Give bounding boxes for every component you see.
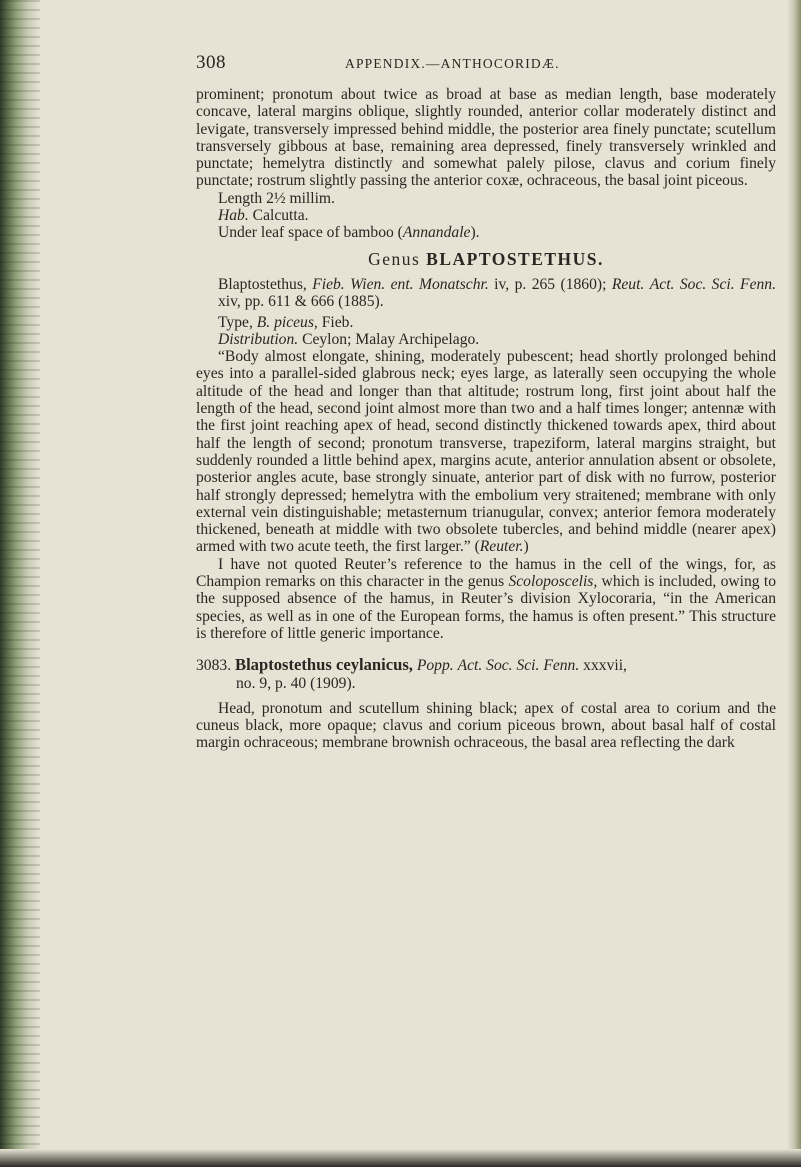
under-leaf-prefix: Under leaf space of bamboo ( bbox=[218, 224, 403, 242]
species-number: 3083. bbox=[196, 657, 232, 675]
genus-description bbox=[196, 348, 776, 556]
under-leaf-author: Annandale bbox=[402, 224, 471, 242]
page-right-edge bbox=[787, 0, 801, 1167]
type-prefix: Type, bbox=[218, 313, 253, 331]
syn-ref2-author: Reut. bbox=[611, 275, 645, 293]
syn-ref2-detail: xiv, pp. 611 & 666 (1885). bbox=[218, 293, 384, 311]
running-head: APPENDIX.—ANTHOCORIDÆ. bbox=[345, 56, 560, 71]
hab-text: Calcutta. bbox=[252, 207, 309, 225]
species-entry bbox=[196, 656, 776, 751]
syn-ref1-journal: Wien. ent. Monatschr. bbox=[350, 275, 489, 293]
type-species: B. piceus, bbox=[256, 313, 318, 331]
remark-paragraph bbox=[196, 556, 776, 642]
distribution-text: Ceylon; Malay Archipelago. bbox=[302, 330, 480, 348]
hab-label: Hab. bbox=[218, 207, 249, 225]
syn-ref1-author: Fieb. bbox=[312, 275, 345, 293]
spine-texture bbox=[0, 0, 40, 1167]
species-journal: Act. Soc. Sci. Fenn. bbox=[457, 657, 580, 675]
genus-heading-prefix: Genus bbox=[368, 248, 421, 269]
description-author: Reuter. bbox=[479, 538, 524, 556]
syn-ref1-detail: iv, p. 265 (1860); bbox=[494, 275, 607, 293]
genus-heading bbox=[196, 248, 776, 269]
page-number: 308 bbox=[196, 52, 226, 73]
species-detail-1: xxxvii, bbox=[583, 657, 627, 675]
habitat-line bbox=[196, 207, 776, 224]
remark-part2: which is included, owing to the supposed absence of the hamus, in Reuter’s division Xylocoraria, “in the American species, as well as in one of the European forms, the hamus is often present.” This structure is therefore of little generic importance. bbox=[196, 573, 777, 642]
opening-paragraph: prominent; pronotum about twice as broad at base as median length, base moderately concave, lateral margins oblique, slightly rounded, anterior collar moderately distinct and levigate, transversely impressed behind middle, the posterior area finely punctate; scutellum transversely gibbous at base, remaining area depressed, finely transversely wrinkled and punctate; hemelytra distinctly and somewhat palely pilose, clavus and corium finely punctate; rostrum slightly passing the anterior coxæ, ochraceous, the basal joint piceous. bbox=[196, 86, 776, 190]
under-leaf-suffix: ). bbox=[470, 224, 480, 242]
page-bottom-edge bbox=[0, 1149, 801, 1167]
species-detail-2: no. 9, p. 40 (1909). bbox=[236, 674, 356, 692]
under-leaf-line bbox=[196, 224, 776, 241]
species-name: Blaptostethus ceylanicus, bbox=[235, 655, 413, 675]
remark-part1: I have not quoted Reuter’s reference to the hamus in the cell of the wings, for, as Champion remarks on this character in the genus bbox=[196, 555, 776, 591]
type-author: Fieb. bbox=[321, 313, 354, 331]
genus-heading-name: BLAPTOSTETHUS. bbox=[426, 248, 604, 269]
species-description: Head, pronotum and scutellum shining black; apex of costal area to corium and the cuneus black, more opaque; clavus and corium piceous brown, about basal half of costal margin ochraceous; membrane brownish ochraceous, the basal area reflecting the dark bbox=[196, 699, 776, 752]
distribution-label: Distribution. bbox=[218, 330, 299, 348]
description-close: ) bbox=[523, 538, 529, 556]
description-quote: “Body almost elongate, shining, moderately pubescent; head shortly prolonged behind eyes into a parallel-sided glabrous neck; eyes large, as laterally seen occupying the whole altitude of the head and longer than that altitude; rostrum long, first joint about half the length of the head, second joint almost more than two and a half times longer; antennæ with the first joint reaching apex of head, second distinctly thickened towards apex, third about half the length of second; pronotum transverse, trapeziform, lateral margins straight, but suddenly rounded a little behind apex, margins acute, anterior annulation absent or obsolete, posterior angles acute, base strongly sinuate, anterior part of disk with no furrow, posterior half strongly depressed; hemelytra with the embolium very straitened; membrane with only external vein distinguishable; metasternum trianugular, convex; anterior femora moderately thickened, beneath at middle with two obsolete tubercles, and behind middle (nearer apex) armed with two acute teeth, the first larger.” ( bbox=[196, 348, 776, 556]
page-body bbox=[196, 86, 776, 752]
synonymy bbox=[196, 276, 776, 311]
remark-genus: Scoloposcelis, bbox=[508, 573, 598, 591]
species-heading-cont bbox=[196, 675, 776, 692]
species-author: Popp. bbox=[416, 657, 454, 675]
length-line: Length 2½ millim. bbox=[218, 189, 335, 207]
syn-ref2-journal: Act. Soc. Sci. Fenn. bbox=[649, 275, 776, 293]
type-line bbox=[196, 314, 776, 331]
species-heading bbox=[196, 656, 776, 674]
syn-genus: Blaptostethus, bbox=[218, 275, 307, 293]
distribution-line bbox=[196, 331, 776, 348]
